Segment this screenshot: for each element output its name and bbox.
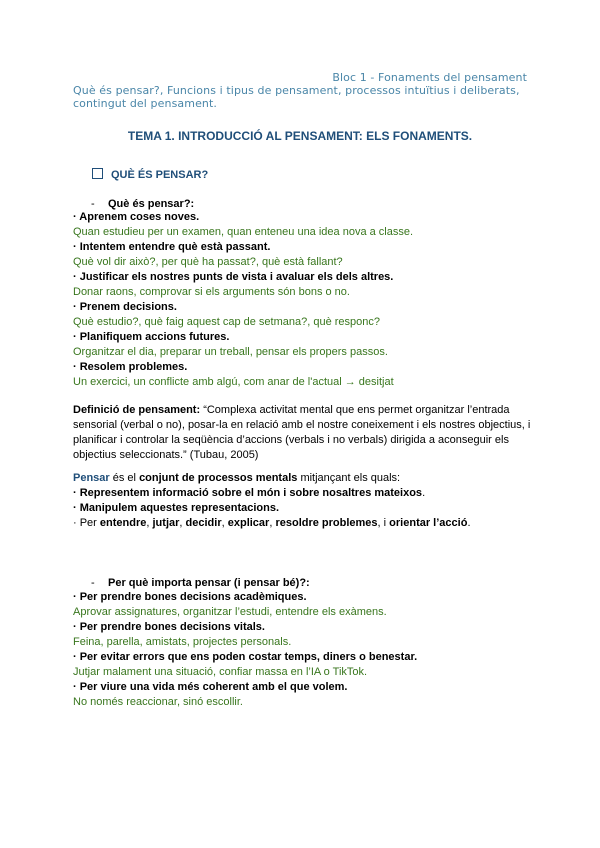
page-title: TEMA 1. INTRODUCCIÓ AL PENSAMENT: ELS FONAMENTS.: [127, 129, 473, 143]
checkbox-icon: [92, 168, 103, 179]
pensar-line-2: · Manipulem aquestes representacions.: [73, 502, 280, 514]
pensar-text: mitjançant els quals:: [297, 472, 401, 484]
pensar-strong: decidir: [185, 517, 222, 529]
list-item-example: Organitzar el dia, preparar un treball, pensar els propers passos.: [73, 346, 388, 358]
list-item-example: Què estudio?, què faig aquest cap de setmana?, què responc?: [73, 316, 380, 328]
pensar-strong: entendre: [99, 517, 147, 529]
pensar-strong: · Representem informació sobre el món i sobre nosaltres mateixos: [73, 487, 423, 499]
pensar-strong: explicar: [227, 517, 270, 529]
list-item-title: · Prenem decisions.: [73, 301, 177, 313]
pensar-sep: , i: [377, 517, 390, 529]
list-item-title: · Justificar els nostres punts de vista i avaluar els dels altres.: [73, 271, 394, 283]
bullet-label: Per què importa pensar (i pensar bé)?:: [108, 577, 310, 589]
dash-icon: -: [91, 577, 95, 589]
list-item-title: · Per viure una vida més coherent amb el que volem.: [73, 681, 348, 693]
pensar-sep: ,: [179, 517, 186, 529]
section-heading-que-es-pensar: [92, 168, 208, 181]
pensar-line-1: [73, 487, 425, 499]
list-item-example: Donar raons, comprovar si els arguments són bons o no.: [73, 286, 350, 298]
pensar-text: és el: [109, 472, 140, 484]
bullet-per-que-importa: [91, 577, 310, 589]
pensar-word: Pensar: [73, 472, 110, 484]
pensar-intro: [73, 472, 400, 484]
definition-label: Definició de pensament:: [73, 404, 201, 416]
pensar-sep: ,: [221, 517, 228, 529]
bullet-label: Què és pensar?:: [108, 198, 195, 210]
block-header: Bloc 1 - Fonaments del pensament: [332, 71, 527, 84]
definition-text: “Complexa activitat mental que ens permet organitzar l’entrada sensorial (verbal o no), posar-la en relació amb el nostre coneixement i els nostres objectius, i planificar i controlar la seqüència d’accions (verbals i no verbals) dirigida a aconseguir els objectius seleccionats.” (Tubau, 2005): [73, 404, 531, 461]
list-item-example: Què vol dir això?, per què ha passat?, què està fallant?: [73, 256, 343, 268]
pensar-line-3: [73, 517, 471, 529]
block-subtitle: Què és pensar?, Funcions i tipus de pensament, processos intuïtius i deliberats, contingut del pensament.: [73, 84, 520, 110]
list-item-title: · Intentem entendre què està passant.: [73, 241, 271, 253]
pensar-strong: resoldre problemes: [275, 517, 378, 529]
pensar-strong: jutjar: [152, 517, 180, 529]
definition-paragraph: [73, 403, 533, 463]
pensar-text: .: [467, 517, 471, 529]
pensar-sep: ,: [146, 517, 153, 529]
dash-icon: -: [91, 198, 95, 210]
list-item-title: · Per prendre bones decisions vitals.: [73, 621, 265, 633]
pensar-text: .: [422, 487, 426, 499]
list-item-title: · Resolem problemes.: [73, 361, 188, 373]
list-item-example: Feina, parella, amistats, projectes personals.: [73, 636, 292, 648]
bullet-que-es-pensar: [91, 198, 194, 210]
section-heading-label: QUÈ ÉS PENSAR?: [111, 169, 209, 181]
pensar-text: · Per: [73, 517, 100, 529]
pensar-strong: conjunt de processos mentals: [139, 472, 298, 484]
list-item-example: Aprovar assignatures, organitzar l’estudi, entendre els exàmens.: [73, 606, 387, 618]
list-item-example: Quan estudieu per un examen, quan enteneu una idea nova a classe.: [73, 226, 414, 238]
list-item-title: · Per prendre bones decisions acadèmiques.: [73, 591, 307, 603]
pensar-strong: orientar l’acció: [389, 517, 468, 529]
list-item-title: · Planifiquem accions futures.: [73, 331, 230, 343]
pensar-sep: ,: [269, 517, 276, 529]
list-item-title: · Aprenem coses noves.: [73, 211, 200, 223]
list-item-title: · Per evitar errors que ens poden costar temps, diners o benestar.: [73, 651, 418, 663]
list-item-example: Jutjar malament una situació, confiar massa en l’IA o TikTok.: [73, 666, 368, 678]
list-item-example: Un exercici, un conflicte amb algú, com anar de l'actual → desitjat: [73, 376, 394, 388]
list-item-example: No només reaccionar, sinó escollir.: [73, 696, 243, 708]
